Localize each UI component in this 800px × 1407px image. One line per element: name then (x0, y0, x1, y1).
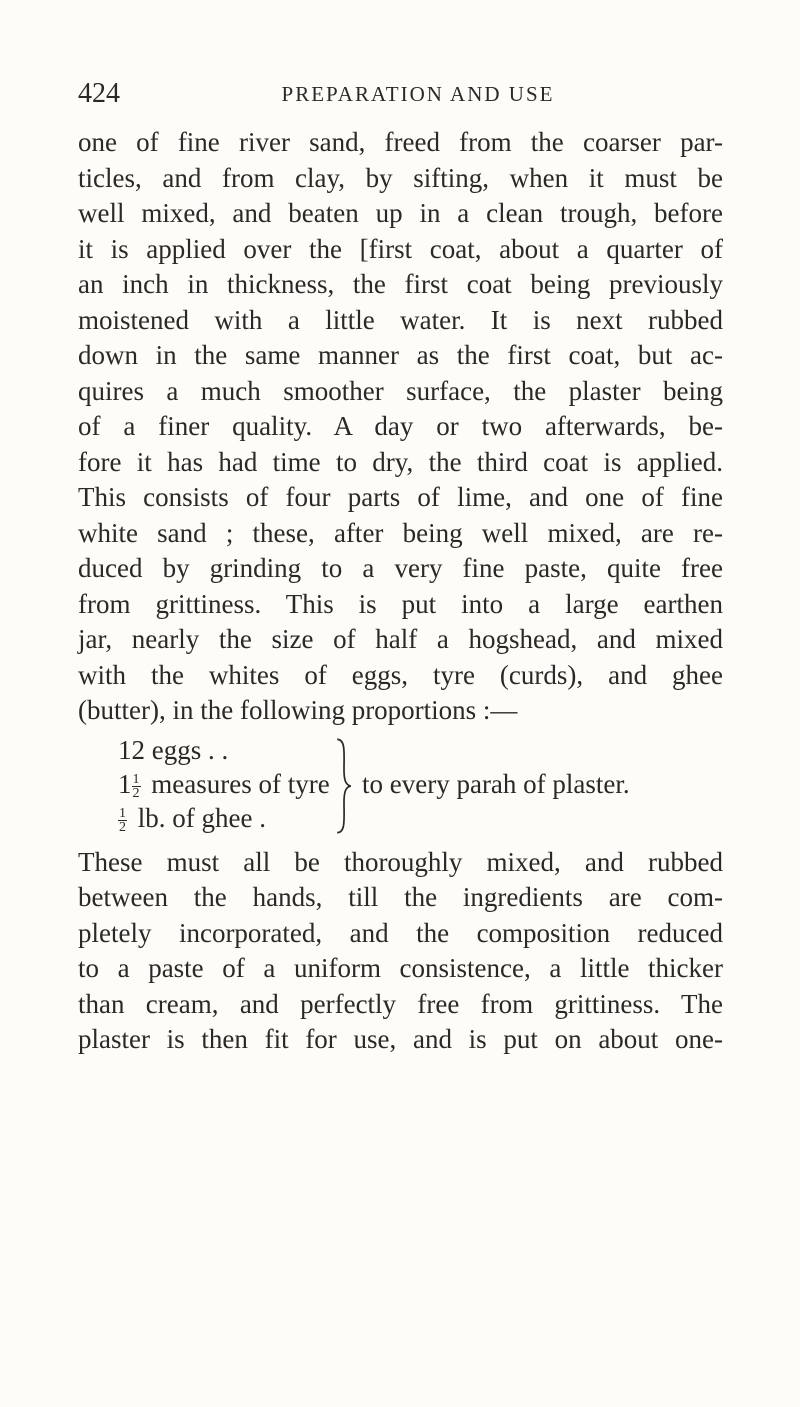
text-line: it is applied over the [first coat, about a quarter of (78, 234, 723, 264)
text-line: duced by grinding to a very fine paste, quite free (78, 553, 723, 583)
recipe-item-tyre (118, 766, 330, 802)
fraction-denominator: 2 (132, 786, 140, 802)
text-line: to a paste of a uniform consistence, a little thicker (78, 953, 723, 983)
recipe-item-text: eggs . . (151, 735, 229, 765)
text-line: ticles, and from clay, by sifting, when it must be (78, 163, 723, 193)
text-line: white sand ; these, after being well mixed, are re- (78, 518, 723, 548)
running-head: PREPARATION AND USE (281, 82, 555, 106)
fraction (132, 773, 141, 800)
text-line: down in the same manner as the first coat, but ac- (78, 340, 723, 370)
recipe-item-eggs (118, 732, 228, 768)
text-line: well mixed, and beaten up in a clean trough, before (78, 198, 723, 228)
text-line: an inch in thickness, the first coat being previously (78, 269, 723, 299)
fraction-numerator: 1 (119, 806, 126, 822)
recipe-quantity: 12 (118, 735, 145, 765)
page-header (78, 72, 728, 116)
text-line: (butter), in the following proportions :— (78, 695, 518, 725)
text-line: plaster is then fit for use, and is put on about one- (78, 1024, 723, 1054)
fraction-numerator: 1 (132, 772, 140, 788)
recipe-note: to every parah of plaster. (362, 769, 630, 799)
right-brace (334, 736, 354, 836)
text-line: jar, nearly the size of half a hogshead, and mixed (78, 624, 723, 654)
page-number: 424 (78, 78, 120, 109)
recipe-quantity-whole: 1 (118, 769, 132, 799)
text-line: than cream, and perfectly free from grittiness. The (78, 989, 723, 1019)
text-line: These must all be thoroughly mixed, and rubbed (78, 847, 723, 877)
text-line: between the hands, till the ingredients are com- (78, 882, 723, 912)
recipe-item-text: measures of tyre (151, 769, 330, 799)
text-line: This consists of four parts of lime, and one of fine (78, 482, 723, 512)
text-line: one of fine river sand, freed from the coarser par- (78, 127, 723, 157)
recipe-table (78, 732, 728, 844)
text-line: quires a much smoother surface, the plaster being (78, 376, 723, 406)
text-line: pletely incorporated, and the composition reduced (78, 918, 723, 948)
text-line: moistened with a little water. It is next rubbed (78, 305, 723, 335)
text-line: with the whites of eggs, tyre (curds), and ghee (78, 660, 723, 690)
recipe-item-text: lb. of ghee . (137, 803, 266, 833)
text-line: from grittiness. This is put into a large earthen (78, 589, 723, 619)
fraction-denominator: 2 (119, 820, 126, 836)
fraction (118, 807, 127, 834)
text-line: fore it has had time to dry, the third coat is applied. (78, 447, 723, 477)
recipe-item-ghee (118, 800, 266, 836)
text-line: of a finer quality. A day or two afterwards, be- (78, 411, 723, 441)
